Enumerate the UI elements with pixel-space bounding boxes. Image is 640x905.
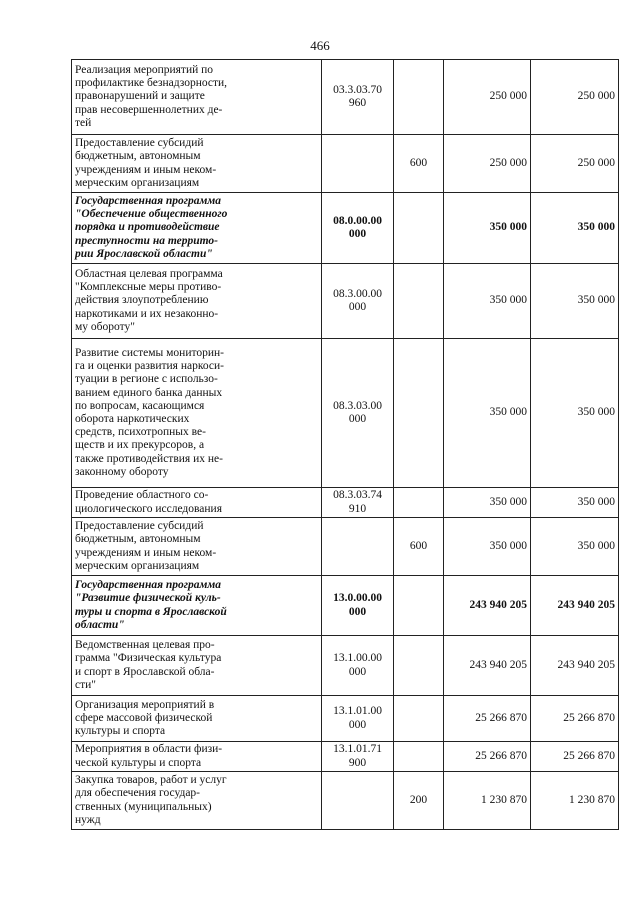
row-name-cell: Закупка товаров, работ и услуг для обеспечения государ- ственных (муниципальных) нужд	[72, 772, 322, 830]
table-row	[72, 696, 619, 742]
row-code-cell: 13.1.01.00 000	[322, 696, 394, 742]
row-name-cell: Предоставление субсидий бюджетным, автономным учреждениям и иным неком- мерческим организациям	[72, 135, 322, 193]
row-amount-cell: 25 266 870	[531, 696, 619, 742]
row-amount-cell: 350 000	[531, 488, 619, 518]
row-code-cell: 08.3.00.00 000	[322, 264, 394, 339]
row-code-cell: 08.3.03.74 910	[322, 488, 394, 518]
row-amount-cell: 350 000	[531, 264, 619, 339]
row-expense-type-cell	[394, 576, 444, 636]
row-expense-type-cell	[394, 193, 444, 264]
row-code-cell: 03.3.03.70 960	[322, 60, 394, 135]
row-amount-cell: 1 230 870	[444, 772, 531, 830]
budget-table-body	[72, 60, 619, 830]
row-code-cell	[322, 518, 394, 576]
row-name-cell: Областная целевая программа "Комплексные меры противо- действия злоупотреблению наркотиками и их незаконно- му обороту"	[72, 264, 322, 339]
row-expense-type-cell	[394, 696, 444, 742]
table-row	[72, 339, 619, 488]
row-amount-cell: 25 266 870	[531, 742, 619, 772]
row-expense-type-cell: 200	[394, 772, 444, 830]
row-name-cell: Реализация мероприятий по профилактике безнадзорности, правонарушений и защите прав несовершеннолетних де- тей	[72, 60, 322, 135]
table-row	[72, 135, 619, 193]
row-expense-type-cell	[394, 264, 444, 339]
row-code-cell: 08.0.00.00 000	[322, 193, 394, 264]
row-expense-type-cell	[394, 60, 444, 135]
row-name-cell: Мероприятия в области физи- ческой культуры и спорта	[72, 742, 322, 772]
row-amount-cell: 350 000	[444, 488, 531, 518]
program-row	[72, 193, 619, 264]
table-row	[72, 488, 619, 518]
row-expense-type-cell	[394, 636, 444, 696]
row-amount-cell: 350 000	[531, 193, 619, 264]
row-code-cell: 13.1.00.00 000	[322, 636, 394, 696]
row-name-cell: Организация мероприятий в сфере массовой физической культуры и спорта	[72, 696, 322, 742]
row-code-cell: 13.1.01.71 900	[322, 742, 394, 772]
row-amount-cell: 350 000	[531, 518, 619, 576]
row-amount-cell: 350 000	[531, 339, 619, 488]
row-amount-cell: 350 000	[444, 264, 531, 339]
row-amount-cell: 250 000	[531, 60, 619, 135]
row-amount-cell: 350 000	[444, 518, 531, 576]
row-amount-cell: 250 000	[444, 135, 531, 193]
row-name-cell: Государственная программа "Обеспечение общественного порядка и противодействие преступности на террито- рии Ярославской области"	[72, 193, 322, 264]
row-amount-cell: 243 940 205	[444, 576, 531, 636]
row-name-cell: Государственная программа "Развитие физической куль- туры и спорта в Ярославской области"	[72, 576, 322, 636]
table-row	[72, 264, 619, 339]
table-row	[72, 636, 619, 696]
row-amount-cell: 1 230 870	[531, 772, 619, 830]
row-amount-cell: 25 266 870	[444, 742, 531, 772]
row-amount-cell: 350 000	[444, 193, 531, 264]
row-code-cell: 08.3.03.00 000	[322, 339, 394, 488]
program-row	[72, 576, 619, 636]
row-amount-cell: 243 940 205	[444, 636, 531, 696]
row-amount-cell: 243 940 205	[531, 576, 619, 636]
row-expense-type-cell	[394, 742, 444, 772]
row-name-cell: Предоставление субсидий бюджетным, автономным учреждениям и иным неком- мерческим организациям	[72, 518, 322, 576]
row-code-cell	[322, 772, 394, 830]
table-row	[72, 742, 619, 772]
row-name-cell: Развитие системы мониторин- га и оценки развития наркоси- туации в регионе с использо- ванием единого банка данных по вопросам, касающимся оборота наркотических средств, психотропных ве- ществ и их прекурсоров, а также противодействия их не- законному обороту	[72, 339, 322, 488]
budget-table	[71, 59, 619, 830]
row-name-cell: Проведение областного со- циологического исследования	[72, 488, 322, 518]
row-amount-cell: 243 940 205	[531, 636, 619, 696]
row-amount-cell: 25 266 870	[444, 696, 531, 742]
table-row	[72, 60, 619, 135]
page-number: 466	[310, 38, 330, 53]
row-expense-type-cell	[394, 488, 444, 518]
row-expense-type-cell: 600	[394, 518, 444, 576]
row-amount-cell: 350 000	[444, 339, 531, 488]
table-row	[72, 518, 619, 576]
table-row	[72, 772, 619, 830]
row-name-cell: Ведомственная целевая про- грамма "Физическая культура и спорт в Ярославской обла- сти"	[72, 636, 322, 696]
row-amount-cell: 250 000	[444, 60, 531, 135]
row-amount-cell: 250 000	[531, 135, 619, 193]
row-code-cell: 13.0.00.00 000	[322, 576, 394, 636]
row-expense-type-cell: 600	[394, 135, 444, 193]
row-expense-type-cell	[394, 339, 444, 488]
row-code-cell	[322, 135, 394, 193]
